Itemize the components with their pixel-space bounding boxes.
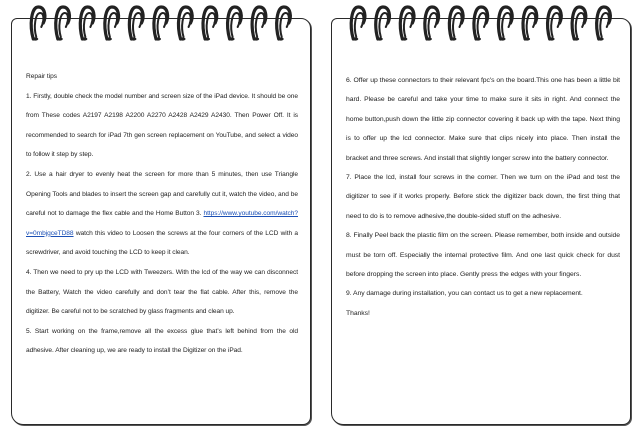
ring-inner — [207, 13, 216, 37]
ring — [474, 7, 488, 39]
ring-inner — [551, 13, 560, 37]
step-6: 6. Offer up these connectors to their relevant fpc's on the board.This one has been a little bit hard. Please be careful and take your time to make sure it sits in right. And connect the home button,push down the little zip connector covering it back up with the tape. Next thing is to offer up the lcd connector. Make sure that clips nicely into place. Then install the bracket and three screws. And install that slightly longer screw into the battery connector. — [346, 77, 620, 162]
step-5: 5. Start working on the frame,remove all the excess glue that’s left behind from the old adhesive. After cleaning up, we are ready to install the Digitizer on the iPad. — [26, 327, 298, 355]
ring-hole — [229, 37, 235, 40]
ring — [425, 7, 439, 39]
ring-inner — [84, 13, 93, 37]
ring — [129, 7, 143, 39]
ring-inner — [527, 13, 536, 37]
ring-inner — [600, 13, 609, 37]
ring-hole — [57, 37, 63, 40]
ring-inner — [355, 13, 364, 37]
ring — [80, 7, 94, 39]
step-1: 1. Firstly, double check the model number and screen size of the iPad device. It should be one from These codes A2197 A2198 A2200 A2270 A2428 A2429 A2430. Then Power Off. It is recommended to search for iPad 7th gen screen replacement on YouTube, and select a video to follow it step by step. — [26, 92, 298, 159]
ring — [179, 7, 193, 39]
ring-hole — [32, 37, 38, 40]
repair-tips-text — [26, 67, 298, 418]
ring-hole — [180, 37, 186, 40]
ring-inner — [379, 13, 388, 37]
ring — [203, 7, 217, 39]
ring-hole — [450, 37, 456, 40]
ring — [597, 7, 611, 39]
ring — [351, 7, 365, 39]
ring-hole — [573, 37, 579, 40]
ring-hole — [549, 37, 555, 40]
ring — [105, 7, 119, 39]
repair-tips-continued-text — [346, 71, 620, 418]
step-4: 4. Then we need to pry up the LCD with Tweezers. With the lcd of the way we can disconnect the Battery, Watch the video carefully and don’t tear the flat cable. After this, remove the digitizer. Be careful not to be scratched by glass fragments and clean up. — [26, 268, 298, 316]
ring — [31, 7, 45, 39]
ring-hole — [352, 37, 358, 40]
ring-inner — [404, 13, 413, 37]
ring-hole — [253, 37, 259, 40]
ring-hole — [598, 37, 604, 40]
ring — [56, 7, 70, 39]
ring — [228, 7, 242, 39]
ring-hole — [155, 37, 161, 40]
ring — [572, 7, 586, 39]
step-2-3: 2. Use a hair dryer to evenly heat the screen for more than 5 minutes, then use Triangle Opening Tools and blades to insert the screen gap and carefully cut it, watch the video, and be careful not to damage the flex cable and the Home Button 3. https://www.youtube.com/watch?v=0mbjgceTD88 watch this video to Loosen the screws at the four corners of the LCD with a screwdriver, and avoid touching the LCD to keep it clean. — [26, 170, 298, 257]
spiral-binding-icon — [26, 3, 296, 43]
ring — [449, 7, 463, 39]
ring-hole — [278, 37, 284, 40]
ring-inner — [478, 13, 487, 37]
ring — [154, 7, 168, 39]
ring-hole — [426, 37, 432, 40]
ring — [252, 7, 266, 39]
ring-inner — [428, 13, 437, 37]
notebook-page-right — [331, 18, 631, 425]
ring — [523, 7, 537, 39]
ring-inner — [280, 13, 289, 37]
step-8: 8. Finally Peel back the plastic film on the screen. Please remember, both inside and outside must be torn off. Especially the internal protective film. And one last quick check for dust before dropping the screen into place. Gently press the edges with your fingers. — [346, 232, 620, 279]
ring-inner — [108, 13, 117, 37]
ring-hole — [475, 37, 481, 40]
step-9: 9. Any damage during installation, you can contact us to get a new replacement. — [346, 290, 583, 298]
notebook-page-left — [11, 18, 311, 425]
ring — [400, 7, 414, 39]
youtube-video-link[interactable]: https://www.youtube.com/watch?v=0mbjgceTD88 — [26, 210, 298, 237]
repair-tips-heading: Repair tips — [26, 73, 57, 80]
spiral-binding-icon — [346, 3, 616, 43]
ring-hole — [106, 37, 112, 40]
ring-hole — [524, 37, 530, 40]
ring-inner — [256, 13, 265, 37]
step-7: 7. Place the lcd, install four screws in the corner. Then we turn on the iPad and test the digitizer to see if it works properly. Before stick the digitizer back down, the first thing that need to do is to remove adhesive,the double-sided stuff on the adhesive. — [346, 174, 620, 220]
ring — [548, 7, 562, 39]
ring — [277, 7, 291, 39]
ring-hole — [401, 37, 407, 40]
ring-inner — [133, 13, 142, 37]
ring-hole — [130, 37, 136, 40]
ring-inner — [59, 13, 68, 37]
ring-hole — [500, 37, 506, 40]
ring-hole — [377, 37, 383, 40]
ring — [499, 7, 513, 39]
thanks-text: Thanks! — [346, 309, 370, 317]
ring-inner — [502, 13, 511, 37]
ring-inner — [576, 13, 585, 37]
ring-hole — [204, 37, 210, 40]
ring-inner — [182, 13, 191, 37]
ring-hole — [81, 37, 87, 40]
ring-inner — [453, 13, 462, 37]
ring-inner — [231, 13, 240, 37]
ring — [376, 7, 390, 39]
ring-inner — [35, 13, 44, 37]
ring-inner — [158, 13, 167, 37]
